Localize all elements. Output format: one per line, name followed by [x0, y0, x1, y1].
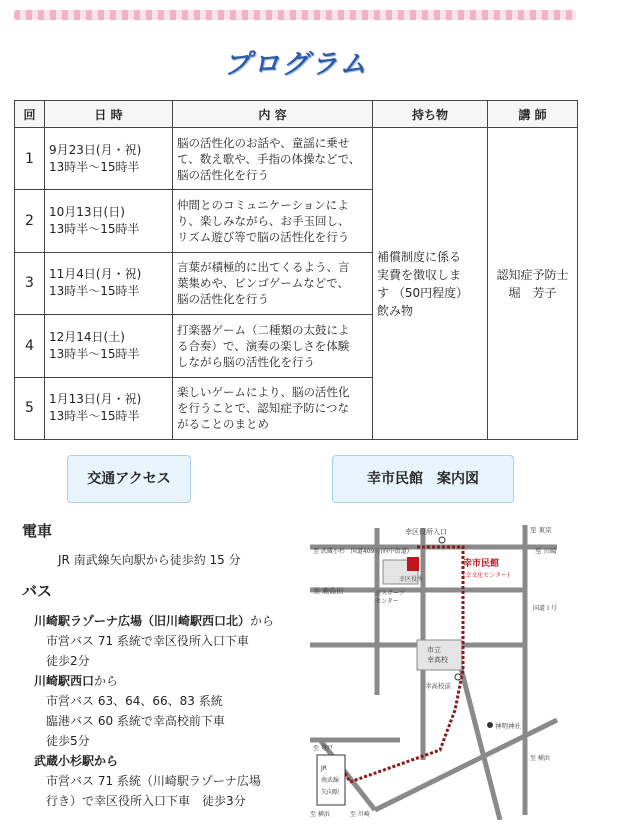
sports-center-label: センター	[375, 598, 399, 605]
decorative-top-band	[14, 10, 576, 20]
to-yokohama-bottom-label: 至 横浜	[310, 811, 330, 818]
content-line: 楽しいゲームにより、脳の活性化	[177, 385, 350, 400]
header-no: 回	[15, 101, 45, 128]
train-line: JR 南武線矢向駅から徒歩約 15 分	[58, 553, 241, 567]
content-line: リズム遊び等で脳の活性化を行う	[177, 230, 350, 245]
content-line: 脳の活性化を行う	[177, 167, 269, 182]
shrine-label: 神明神社	[495, 722, 521, 730]
content-line: 脳の活性化のお話や、童謡に乗せ	[177, 135, 350, 150]
belongings-line: す （50円程度）	[377, 285, 469, 300]
shrine-icon	[487, 722, 493, 728]
session-content	[173, 252, 373, 314]
instructor-title: 認知症予防士	[496, 267, 569, 282]
session-number: 4	[15, 315, 45, 377]
session-date	[45, 128, 173, 190]
instructor-cell	[488, 128, 578, 440]
page-title: プログラム	[223, 49, 369, 80]
session-date	[45, 190, 173, 252]
bus-route-2-station	[34, 672, 118, 689]
belongings-line: 補償制度に係る	[377, 249, 462, 264]
station-name: 川崎駅ラゾーナ広場（旧川崎駅西口北）	[34, 614, 251, 628]
session-date	[45, 315, 173, 377]
table-row	[15, 128, 578, 190]
access-heading: 交通アクセス	[67, 455, 191, 503]
bus-route-1-line: 市営バス 71 系統で幸区役所入口下車	[46, 634, 249, 648]
bus-route-2-line: 臨港バス 60 系統で幸高校前下車	[46, 714, 225, 728]
access-map	[305, 520, 562, 820]
venue-sub-label: (幸文化センター)	[463, 572, 510, 579]
header-instructor: 講 師	[488, 101, 578, 128]
time-text: 13時半〜15時半	[49, 284, 140, 299]
session-content	[173, 377, 373, 439]
to-kashimada-label: 至 鹿島田	[313, 587, 344, 595]
route-1-label: 国道１号	[533, 605, 558, 612]
belongings-line: 実費を徴収しま	[377, 267, 462, 282]
to-tachikawa-label: 至 登戸	[313, 745, 333, 752]
program-table	[14, 100, 578, 440]
school-label: 市立	[427, 646, 441, 654]
bus-stop-top-label: 幸区役所入口	[405, 528, 447, 536]
main-road-label: 至 武蔵小杉 国道409号(府中街道)	[313, 548, 410, 555]
session-number: 3	[15, 252, 45, 314]
session-number: 2	[15, 190, 45, 252]
date-text: 12月14日(土)	[49, 329, 125, 344]
content-line: 仲間とのコミュニケーションによ	[177, 198, 349, 213]
content-line: て、数え歌や、手指の体操などで、	[177, 151, 361, 166]
to-kawasaki-label: 至 川崎	[535, 547, 557, 555]
content-line: しながら脳の活性化を行う	[177, 354, 315, 369]
bus-heading: バス	[22, 582, 53, 600]
content-line: を行うことで、認知症予防につな	[177, 401, 350, 416]
bus-route-1-line: 徒歩2分	[46, 654, 90, 668]
venue-label: 幸市民館	[463, 559, 500, 569]
bus-route-3-station: 武蔵小杉駅から	[34, 754, 119, 768]
session-content	[173, 190, 373, 252]
header-content: 内 容	[173, 101, 373, 128]
to-tokyo-label: 至 東京	[530, 526, 552, 534]
session-content	[173, 128, 373, 190]
venue-marker	[407, 557, 419, 571]
content-line: 言葉が積極的に出てくるよう、言	[177, 260, 350, 275]
content-line: がることのまとめ	[177, 417, 269, 432]
station-suffix: から	[94, 674, 119, 688]
time-text: 13時半〜15時半	[49, 346, 140, 361]
instructor-name: 堀 芳子	[508, 285, 557, 300]
bus-route-3-line: 市営バス 71 系統（川崎駅ラゾーナ広場	[46, 774, 261, 788]
bus-route-2-line: 市営バス 63、64、66、83 系統	[46, 694, 223, 708]
ward-office-label: 幸区役所	[399, 576, 424, 583]
date-text: 1月13日(月・祝)	[49, 392, 142, 407]
session-date	[45, 252, 173, 314]
session-content	[173, 315, 373, 377]
date-text: 10月13日(日)	[49, 205, 125, 220]
school-label: 幸高校	[427, 656, 448, 664]
bus-route-1-station	[34, 612, 274, 629]
to-yokohama-right-label: 至 横浜	[530, 755, 550, 762]
content-line: 脳の活性化を行う	[177, 292, 269, 307]
session-number: 1	[15, 128, 45, 190]
content-line: り、楽しみながら、お手玉回し、	[177, 214, 350, 229]
content-line: 打楽器ゲーム（二種類の太鼓によ	[177, 322, 350, 337]
belongings-line: 飲み物	[377, 303, 414, 318]
station-label: 南武線	[321, 777, 340, 784]
sports-center-label: 幸スポーツ	[375, 590, 405, 597]
date-text: 11月4日(月・祝)	[49, 267, 142, 282]
bus-route-2-line: 徒歩5分	[46, 734, 90, 748]
bus-route-3-line: 行き）で幸区役所入口下車 徒歩3分	[46, 794, 246, 808]
time-text: 13時半〜15時半	[49, 159, 140, 174]
time-text: 13時半〜15時半	[49, 409, 140, 424]
content-line: る合奏）で、演奏の楽しさを体験	[177, 338, 350, 353]
map-heading: 幸市民館 案内図	[332, 455, 514, 503]
session-number: 5	[15, 377, 45, 439]
train-heading: 電車	[22, 522, 53, 540]
bus-stop-icon	[439, 537, 445, 543]
bus-stop-icon	[455, 674, 461, 680]
bus-stop-school-label: 幸高校前	[425, 682, 451, 690]
station-label: JR	[321, 765, 327, 772]
belongings-cell	[373, 128, 488, 440]
content-line: 葉集めや、ビンゴゲームなどで、	[177, 276, 350, 291]
header-belongings: 持ち物	[373, 101, 488, 128]
header-date: 日 時	[45, 101, 173, 128]
time-text: 13時半〜15時半	[49, 222, 140, 237]
session-date	[45, 377, 173, 439]
station-label: 矢向駅	[321, 789, 340, 796]
station-name: 川崎駅西口	[34, 674, 95, 688]
station-suffix: から	[250, 614, 275, 628]
table-header-row	[15, 101, 578, 128]
date-text: 9月23日(月・祝)	[49, 142, 142, 157]
to-kawasaki-bottom-label: 至 川崎	[350, 811, 370, 818]
